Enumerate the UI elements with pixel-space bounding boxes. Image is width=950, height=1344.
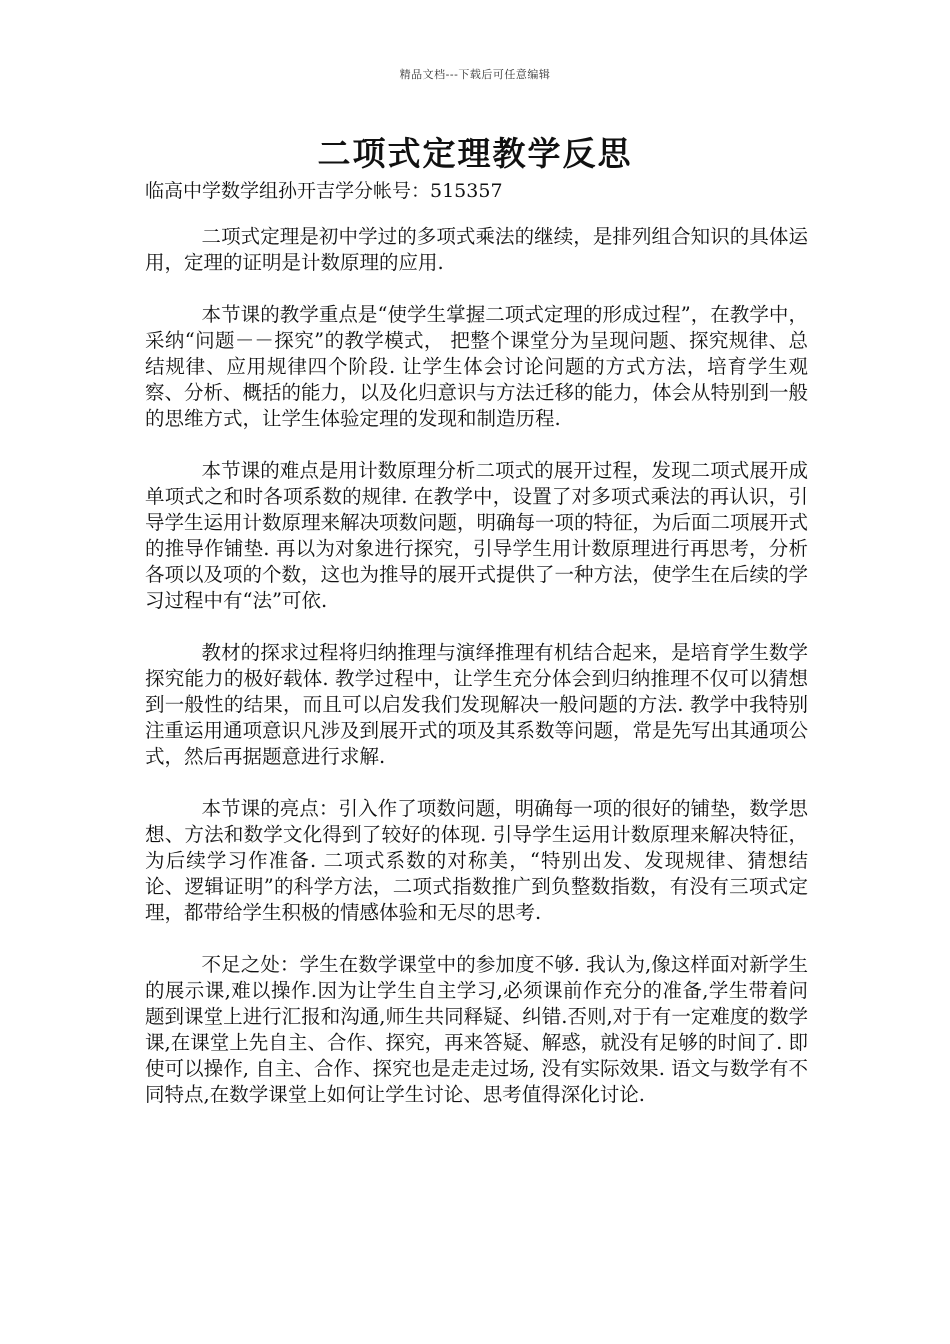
paragraph-key-points: 本节课的教学重点是“使学生掌握二项式定理的形成过程”，在教学中，采纳“问题－－探究”的教学模式， 把整个课堂分为呈现问题、探究规律、总结规律、应用规律四个阶段. 让学生体会讨论问题的方式方法，培育学生观察、分析、概括的能力，以及化归意识与方法迁移的能力，体会从特别到一般的思维方式，让学生体验定理的发现和制造历程. bbox=[145, 303, 809, 430]
document-title: 二项式定理教学反思 bbox=[317, 134, 633, 173]
header-note: 精品文档---下载后可任意编辑 bbox=[399, 68, 551, 81]
author-byline: 临高中学数学组孙开吉学分帐号：515357 bbox=[145, 180, 503, 202]
paragraph-difficulties: 本节课的难点是用计数原理分析二项式的展开过程，发现二项式展开成单项式之和时各项系数的规律. 在教学中，设置了对多项式乘法的再认识，引导学生运用计数原理来解决项数问题，明确每一项的特征，为后面二项展开式的推导作铺垫. 再以为对象进行探究，引导学生用计数原理进行再思考，分析各项以及项的个数，这也为推导的展开式提供了一种方法，使学生在后续的学习过程中有“法”可依. bbox=[145, 459, 809, 612]
paragraph-textbook: 教材的探求过程将归纳推理与演绎推理有机结合起来，是培育学生数学探究能力的极好载体. 教学过程中，让学生充分体会到归纳推理不仅可以猜想到一般性的结果，而且可以启发我们发现解决一般问题的方法. 教学中我特别注重运用通项意识凡涉及到展开式的项及其系数等问题，常是先写出其通项公式，然后再据题意进行求解. bbox=[145, 641, 809, 768]
paragraph-intro: 二项式定理是初中学过的多项式乘法的继续，是排列组合知识的具体运用，定理的证明是计数原理的应用. bbox=[145, 225, 808, 274]
paragraph-highlights: 本节课的亮点：引入作了项数问题，明确每一项的很好的铺垫，数学思想、方法和数学文化得到了较好的体现. 引导学生运用计数原理来解决特征，为后续学习作准备. 二项式系数的对称美，“特别出发、发现规律、猜想结论、逻辑证明”的科学方法，二项式指数推广到负整数指数，有没有三项式定理，都带给学生积极的情感体验和无尽的思考. bbox=[145, 797, 808, 924]
paragraph-shortcomings: 不足之处：学生在数学课堂中的参加度不够. 我认为,像这样面对新学生的展示课,难以操作.因为让学生自主学习,必须课前作充分的准备,学生带着问题到课堂上进行汇报和沟通,师生共同释疑、纠错.否则,对于有一定难度的数学课,在课堂上先自主、合作、探究，再来答疑、解惑，就没有足够的时间了. 即使可以操作, 自主、合作、探究也是走走过场, 没有实际效果. 语文与数学有不同特点,在数学课堂上如何让学生讨论、思考值得深化讨论. bbox=[145, 953, 808, 1106]
document-body bbox=[145, 224, 808, 1134]
